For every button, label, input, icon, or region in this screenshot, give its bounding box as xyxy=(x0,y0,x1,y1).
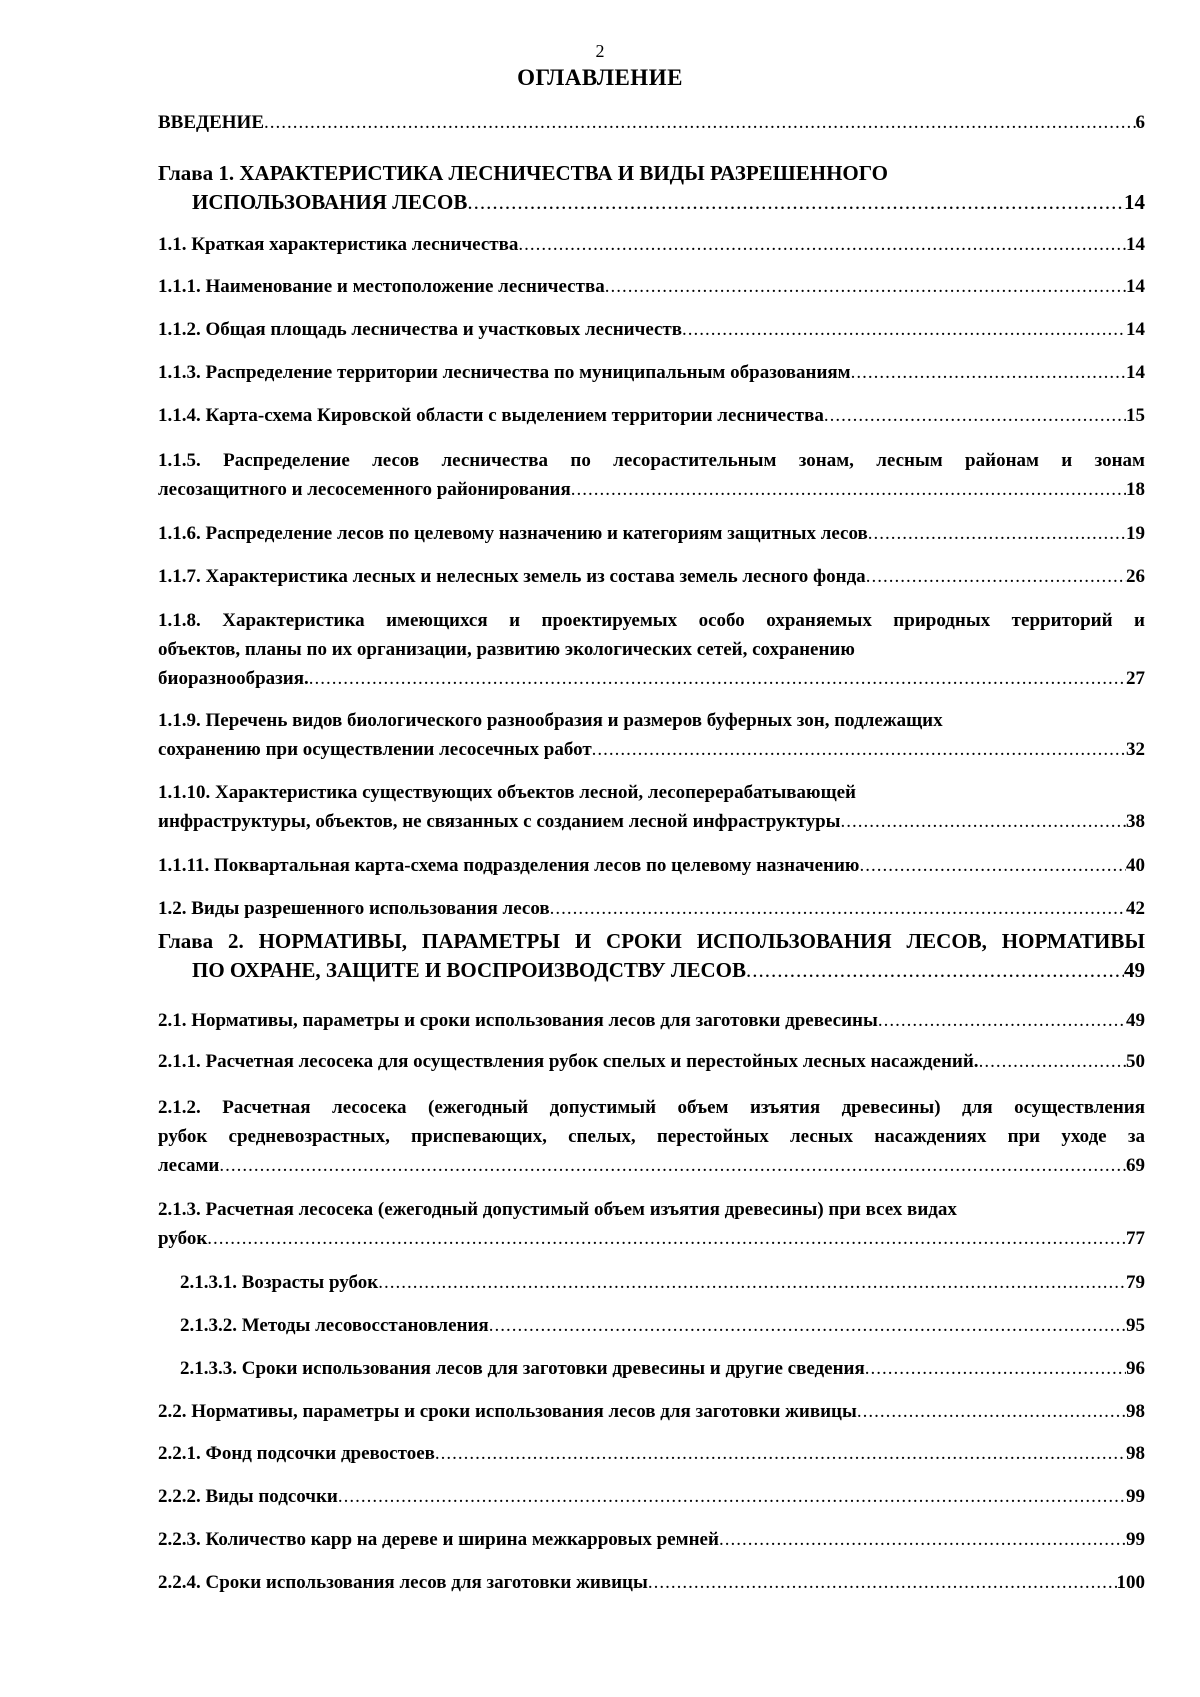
toc-entry-page: 26 xyxy=(1126,566,1145,587)
toc-entry-page: 98 xyxy=(1126,1443,1145,1464)
toc-entry-text: рубок xyxy=(158,1228,208,1249)
toc-entry-page: 14 xyxy=(1126,276,1145,297)
toc-entry-text: 2.2. Нормативы, параметры и сроки использования лесов для заготовки живицы xyxy=(158,1401,857,1422)
toc-entry-text: 1.1.7. Характеристика лесных и нелесных земель из состава земель лесного фонда xyxy=(158,566,866,587)
toc-entry-text: 1.1.8. Характеристика имеющихся и проектируемых особо охраняемых природных территорий и xyxy=(158,610,1145,631)
dot-leader xyxy=(868,519,1126,548)
toc-entry-text: 2.1.3.1. Возрасты рубок xyxy=(180,1272,379,1293)
dot-leader xyxy=(857,1397,1126,1426)
toc-entry-page: 27 xyxy=(1126,668,1145,689)
toc-entry-2-1-3-2[interactable] xyxy=(180,1311,1145,1340)
toc-entry-text: 2.2.1. Фонд подсочки древостоев xyxy=(158,1443,435,1464)
toc-entry-page: 95 xyxy=(1126,1315,1145,1336)
dot-leader xyxy=(219,1151,1126,1180)
toc-entry-1-1-1[interactable] xyxy=(158,272,1145,301)
dot-leader xyxy=(571,475,1126,504)
toc-entry-1-1-9[interactable] xyxy=(158,706,1145,764)
toc-entry-page: 49 xyxy=(1124,958,1145,982)
toc-entry-text: 1.2. Виды разрешенного использования лесов xyxy=(158,898,550,919)
toc-entry-page: 98 xyxy=(1126,1401,1145,1422)
dot-leader xyxy=(851,358,1126,387)
toc-entry-page: 40 xyxy=(1126,855,1145,876)
toc-entry-text: инфраструктуры, объектов, не связанных с созданием лесной инфраструктуры xyxy=(158,811,841,832)
toc-entry-page: 99 xyxy=(1126,1529,1145,1550)
toc-entry-text: 1.1.1. Наименование и местоположение лесничества xyxy=(158,276,605,297)
toc-entry-text: 1.1.5. Распределение лесов лесничества по лесорастительным зонам, лесным районам и зонам xyxy=(158,450,1145,471)
toc-entry-text: сохранению при осуществлении лесосечных работ xyxy=(158,739,592,760)
toc-entry-page: 38 xyxy=(1126,811,1145,832)
dot-leader xyxy=(824,401,1126,430)
toc-entry-page: 15 xyxy=(1126,405,1145,426)
toc-entry-text: 2.2.3. Количество карр на дереве и ширина межкарровых ремней xyxy=(158,1529,719,1550)
toc-entry-chapter-1[interactable] xyxy=(158,159,1145,217)
toc-entry-text: 1.1.6. Распределение лесов по целевому назначению и категориям защитных лесов xyxy=(158,523,868,544)
toc-entry-1-1-5[interactable] xyxy=(158,446,1145,504)
dot-leader xyxy=(435,1439,1126,1468)
toc-entry-2-2[interactable] xyxy=(158,1397,1145,1426)
dot-leader xyxy=(719,1525,1126,1554)
toc-entry-page: 19 xyxy=(1126,523,1145,544)
toc-entry-text: 1.1.4. Карта-схема Кировской области с выделением территории лесничества xyxy=(158,405,824,426)
toc-entry-page: 14 xyxy=(1124,190,1145,214)
toc-entry-1-2[interactable] xyxy=(158,894,1145,923)
toc-entry-page: 49 xyxy=(1126,1010,1145,1031)
toc-entry-2-2-1[interactable] xyxy=(158,1439,1145,1468)
toc-entry-text: лесозащитного и лесосеменного районирования xyxy=(158,479,571,500)
dot-leader xyxy=(467,188,1124,217)
toc-entry-text: 1.1.10. Характеристика существующих объектов лесной, лесоперерабатывающей xyxy=(158,782,856,803)
toc-entry-2-1-3-1[interactable] xyxy=(180,1268,1145,1297)
toc-entry-text: 1.1.3. Распределение территории лесничества по муниципальным образованиям xyxy=(158,362,851,383)
toc-entry-page: 32 xyxy=(1126,739,1145,760)
toc-entry-1-1-8[interactable] xyxy=(158,606,1145,693)
toc-entry-text: ИСПОЛЬЗОВАНИЯ ЛЕСОВ xyxy=(192,190,468,214)
toc-entry-text: 2.2.4. Сроки использования лесов для заготовки живицы xyxy=(158,1572,648,1593)
toc-entry-page: 50 xyxy=(1126,1051,1145,1072)
toc-entry-text: 2.1.1. Расчетная лесосека для осуществления рубок спелых и перестойных лесных насаждений. xyxy=(158,1051,979,1072)
toc-entry-2-1-3-3[interactable] xyxy=(180,1354,1145,1383)
toc-entry-2-1[interactable] xyxy=(158,1006,1145,1035)
toc-entry-1-1-2[interactable] xyxy=(158,315,1145,344)
toc-entry-text: 2.1.3.3. Сроки использования лесов для заготовки древесины и другие сведения xyxy=(180,1358,865,1379)
dot-leader xyxy=(840,807,1126,836)
toc-entry-2-2-4[interactable] xyxy=(158,1568,1145,1597)
toc-entry-1-1-3[interactable] xyxy=(158,358,1145,387)
dot-leader xyxy=(518,230,1126,259)
toc-entry-page: 14 xyxy=(1126,234,1145,255)
toc-entry-page: 79 xyxy=(1126,1272,1145,1293)
toc-entry-text: Глава 1. ХАРАКТЕРИСТИКА ЛЕСНИЧЕСТВА И ВИДЫ РАЗРЕШЕННОГО xyxy=(158,161,888,185)
dot-leader xyxy=(489,1311,1126,1340)
toc-entry-introduction[interactable] xyxy=(158,108,1145,137)
dot-leader xyxy=(878,1006,1126,1035)
toc-entry-text: биоразнообразия. xyxy=(158,668,309,689)
dot-leader xyxy=(550,894,1126,923)
dot-leader xyxy=(979,1047,1126,1076)
toc-entry-1-1[interactable] xyxy=(158,230,1145,259)
toc-entry-text: 1.1.11. Поквартальная карта-схема подразделения лесов по целевому назначению xyxy=(158,855,860,876)
toc-entry-text: 2.1.2. Расчетная лесосека (ежегодный допустимый объем изъятия древесины) для осуществления xyxy=(158,1097,1145,1118)
dot-leader xyxy=(605,272,1126,301)
toc-entry-text: ПО ОХРАНЕ, ЗАЩИТЕ И ВОСПРОИЗВОДСТВУ ЛЕСОВ xyxy=(192,958,747,982)
toc-entry-page: 77 xyxy=(1126,1228,1145,1249)
toc-entry-page: 42 xyxy=(1126,898,1145,919)
dot-leader xyxy=(682,315,1126,344)
toc-entry-text: 2.1. Нормативы, параметры и сроки использования лесов для заготовки древесины xyxy=(158,1010,878,1031)
dot-leader xyxy=(746,956,1124,985)
dot-leader xyxy=(264,108,1136,137)
dot-leader xyxy=(592,735,1126,764)
toc-entry-text: 2.1.3.2. Методы лесовосстановления xyxy=(180,1315,489,1336)
dot-leader xyxy=(309,664,1126,693)
toc-entry-page: 14 xyxy=(1126,319,1145,340)
dot-leader xyxy=(865,1354,1126,1383)
toc-entry-page: 100 xyxy=(1116,1572,1145,1593)
page-number: 2 xyxy=(595,41,605,61)
toc-entry-text: 1.1.9. Перечень видов биологического разнообразия и размеров буферных зон, подлежащих xyxy=(158,710,943,731)
dot-leader xyxy=(338,1482,1126,1511)
toc-entry-chapter-2[interactable] xyxy=(158,927,1145,985)
toc-entry-text: 2.1.3. Расчетная лесосека (ежегодный допустимый объем изъятия древесины) при всех видах xyxy=(158,1199,957,1220)
dot-leader xyxy=(866,562,1126,591)
toc-entry-1-1-7[interactable] xyxy=(158,562,1145,591)
toc-entry-1-1-10[interactable] xyxy=(158,778,1145,836)
toc-entry-text: объектов, планы по их организации, развитию экологических сетей, сохранению xyxy=(158,639,855,660)
toc-entry-2-2-2[interactable] xyxy=(158,1482,1145,1511)
toc-entry-text: Глава 2. НОРМАТИВЫ, ПАРАМЕТРЫ И СРОКИ ИСПОЛЬЗОВАНИЯ ЛЕСОВ, НОРМАТИВЫ xyxy=(158,929,1145,953)
toc-entry-2-1-3[interactable] xyxy=(158,1195,1145,1253)
toc-entry-text: 2.2.2. Виды подсочки xyxy=(158,1486,338,1507)
toc-entry-text: рубок средневозрастных, приспевающих, спелых, перестойных лесных насаждениях при уходе за xyxy=(158,1126,1145,1147)
toc-entry-text: лесами xyxy=(158,1155,220,1176)
toc-entry-1-1-11[interactable] xyxy=(158,851,1145,880)
toc-entry-1-1-6[interactable] xyxy=(158,519,1145,548)
page-title: ОГЛАВЛЕНИЕ xyxy=(517,65,683,90)
dot-leader xyxy=(859,851,1126,880)
toc-entry-2-1-2[interactable] xyxy=(158,1093,1145,1180)
toc-entry-page: 69 xyxy=(1126,1155,1145,1176)
toc-entry-page: 14 xyxy=(1126,362,1145,383)
dot-leader xyxy=(207,1224,1126,1253)
toc-entry-2-2-3[interactable] xyxy=(158,1525,1145,1554)
toc-entry-1-1-4[interactable] xyxy=(158,401,1145,430)
toc-entry-text: 1.1. Краткая характеристика лесничества xyxy=(158,234,519,255)
dot-leader xyxy=(648,1568,1117,1597)
toc-entry-page: 18 xyxy=(1126,479,1145,500)
toc-entry-page: 6 xyxy=(1135,112,1145,133)
toc-entry-page: 96 xyxy=(1126,1358,1145,1379)
toc-entry-text: ВВЕДЕНИЕ xyxy=(158,112,264,133)
toc-entry-text: 1.1.2. Общая площадь лесничества и участковых лесничеств xyxy=(158,319,683,340)
toc-entry-page: 99 xyxy=(1126,1486,1145,1507)
dot-leader xyxy=(378,1268,1126,1297)
toc-entry-2-1-1[interactable] xyxy=(158,1047,1145,1076)
